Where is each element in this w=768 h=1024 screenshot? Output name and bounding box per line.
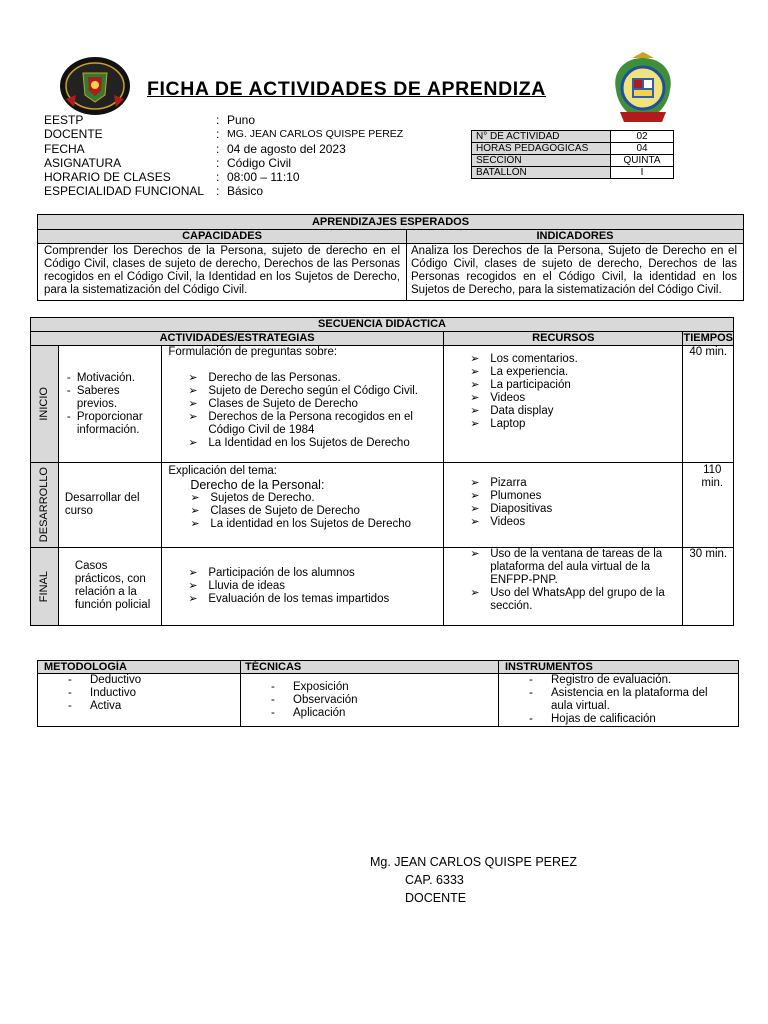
list-item: ➢ Clases de Sujeto de Derecho [184, 505, 439, 518]
table-row-desarrollo [31, 463, 734, 548]
col-tecnicas: TÉCNICAS [241, 661, 499, 674]
info-label: HORAS PEDAGÓGICAS [472, 143, 611, 155]
table-row [38, 244, 744, 301]
info-value: 04 [611, 143, 674, 155]
institution-emblem-logo [610, 52, 676, 128]
activities-cell [162, 346, 444, 463]
list-item: ➢ Videos [464, 516, 678, 529]
school-badge-logo [58, 55, 132, 117]
activities-list [168, 567, 439, 606]
list-item: - Observación [241, 694, 498, 707]
col-metodologia: METODOLOGÍA [38, 661, 241, 674]
field-value: MG. JEAN CARLOS QUISPE PEREZ [227, 128, 404, 141]
phase-label: INICIO [38, 387, 51, 421]
field-separator: : [216, 127, 220, 142]
table-title-row [31, 318, 734, 332]
phase-label-cell [31, 463, 59, 548]
resources-list [464, 353, 678, 431]
phase-label: FINAL [38, 570, 51, 603]
info-value: QUINTA [611, 155, 674, 167]
col-tiempos: TIEMPOS [683, 332, 733, 344]
table-row-inicio [31, 346, 734, 463]
activities-list [168, 492, 439, 531]
tecnicas-cell [241, 674, 499, 727]
resources-cell [444, 548, 683, 626]
metodos-list [38, 674, 240, 713]
strategies-cell [58, 346, 162, 463]
field-value: 08:00 – 11:10 [227, 170, 300, 185]
list-item: ➢ Participación de los alumnos [182, 567, 439, 580]
list-item: ➢ Sujeto de Derecho según el Código Civil. [182, 385, 439, 398]
info-row [472, 143, 674, 155]
info-label: SECCIÓN [472, 155, 611, 167]
signature-block [370, 853, 577, 907]
list-item: - Proporcionar información. [63, 411, 162, 437]
time-cell: 40 min. [683, 346, 734, 463]
phase-label: DESARROLLO [38, 467, 51, 543]
table-row [38, 674, 739, 727]
indicadores-text: Analiza los Derechos de la Persona, Sujeto de Derecho en el Código Civil, clases de sujeto de derecho, Derechos de las Personas recogidos en el Código Civil, la identidad en los Sujetos de Derecho, para la sistematización del Código Civil. [407, 244, 744, 301]
metodos-cell [38, 674, 241, 727]
resources-list [464, 477, 678, 529]
list-item: ➢ Pizarra [464, 477, 678, 490]
resources-cell [444, 346, 683, 463]
list-item: ➢ La identidad en los Sujetos de Derecho [184, 518, 439, 531]
time-cell: 30 min. [683, 548, 734, 626]
field-label: EESTP [44, 113, 84, 127]
table-header-row [38, 661, 739, 674]
list-item: ➢ Sujetos de Derecho. [184, 492, 439, 505]
field-separator: : [216, 113, 220, 127]
header-fields [44, 113, 464, 199]
list-item: ➢ La participación [464, 379, 678, 392]
info-row [472, 131, 674, 143]
field-label: DOCENTE [44, 127, 103, 142]
activities-cell [162, 548, 444, 626]
list-item: ➢ Laptop [464, 418, 678, 431]
resources-list [464, 548, 678, 613]
list-item: ➢ Plumones [464, 490, 678, 503]
field-value: Básico [227, 184, 264, 199]
list-item: ➢ Lluvia de ideas [182, 580, 439, 593]
activities-cell [162, 463, 444, 548]
field-horario [44, 170, 464, 184]
aprendizajes-table [37, 214, 744, 301]
signature-cap: CAP. 6333 [405, 873, 464, 887]
phase-label-cell [31, 346, 59, 463]
list-item: ➢ Data display [464, 405, 678, 418]
info-row [472, 155, 674, 167]
strategies-list [63, 372, 162, 437]
field-separator: : [216, 170, 220, 185]
phase-label-cell [31, 548, 59, 626]
col-instrumentos: INSTRUMENTOS [499, 661, 739, 674]
list-item: - Motivación. [63, 372, 162, 385]
signature-name: Mg. JEAN CARLOS QUISPE PEREZ [370, 855, 577, 869]
signature-role: DOCENTE [405, 891, 467, 905]
list-item: ➢ La experiencia. [464, 366, 678, 379]
secuencia-title: SECUENCIA DIDÁCTICA [31, 318, 734, 332]
activities-list [168, 372, 439, 450]
field-especialidad [44, 184, 464, 198]
resources-cell [444, 463, 683, 548]
field-value: 04 de agosto del 2023 [227, 141, 346, 156]
info-label: N° DE ACTIVIDAD [472, 131, 611, 143]
table-title-row [38, 215, 744, 230]
list-item: - Registro de evaluación. [499, 674, 718, 687]
list-item: - Activa [38, 700, 240, 713]
info-label: BATALLÓN [472, 167, 611, 179]
field-separator: : [216, 141, 220, 156]
page-title: FICHA DE ACTIVIDADES DE APRENDIZA [147, 78, 546, 100]
tecnicas-list [241, 681, 498, 720]
list-item: - Aplicación [241, 707, 498, 720]
field-separator: : [216, 155, 220, 170]
list-item: ➢ Uso del WhatsApp del grupo de la sección. [464, 587, 678, 613]
list-item: - Deductivo [38, 674, 240, 687]
list-item: - Hojas de calificación [499, 713, 718, 726]
col-indicadores: INDICADORES [407, 230, 744, 244]
col-capacidades: CAPACIDADES [38, 230, 407, 244]
list-item: ➢ Diapositivas [464, 503, 678, 516]
table-header-row [31, 332, 734, 346]
activity-info-table [471, 130, 674, 179]
activities-intro: Formulación de preguntas sobre: [168, 346, 338, 358]
list-item: ➢ Clases de Sujeto de Derecho [182, 398, 439, 411]
strategy-cell: Casos prácticos, con relación a la función policial [58, 548, 162, 626]
field-eestp [44, 113, 464, 127]
list-item: - Inductivo [38, 687, 240, 700]
instrumentos-list [499, 674, 718, 726]
list-item: ➢ Videos [464, 392, 678, 405]
info-row [472, 167, 674, 179]
table-header-row [38, 230, 744, 244]
activities-intro: Explicación del tema: [168, 465, 277, 477]
col-recursos: RECURSOS [444, 332, 683, 346]
list-item: ➢ Uso de la ventana de tareas de la plataforma del aula virtual de la ENFPP-PNP. [464, 548, 678, 587]
time-cell: 110 min. [683, 463, 734, 548]
list-item: ➢ La Identidad en los Sujetos de Derecho [182, 437, 439, 450]
field-label: ASIGNATURA [44, 155, 122, 170]
aprendizajes-title: APRENDIZAJES ESPERADOS [38, 215, 744, 230]
instrumentos-cell [499, 674, 739, 727]
list-item: - Exposición [241, 681, 498, 694]
metodologia-table [37, 660, 739, 727]
list-item: ➢ Derechos de la Persona recogidos en el Código Civil de 1984 [182, 411, 439, 437]
field-fecha [44, 142, 464, 156]
capacidades-text: Comprender los Derechos de la Persona, sujeto de derecho en el Código Civil, clases de sujeto de derecho, Derechos de las Personas recogidos en el Código Civil, la Identidad en los Sujetos de Derecho, para la sistematización del Código Civil. [38, 244, 407, 301]
field-label: ESPECIALIDAD FUNCIONAL [44, 184, 205, 199]
list-item: - Saberes previos. [63, 385, 162, 411]
field-value: Puno [227, 113, 256, 127]
table-row-final [31, 548, 734, 626]
list-item: ➢ Derecho de las Personas. [182, 372, 439, 385]
field-separator: : [216, 184, 220, 199]
info-value: 02 [611, 131, 674, 143]
list-item: ➢ Evaluación de los temas impartidos [182, 593, 439, 606]
info-value: I [611, 167, 674, 179]
strategy-cell: Desarrollar del curso [58, 463, 162, 548]
secuencia-table [30, 317, 734, 626]
field-label: HORARIO DE CLASES [44, 170, 171, 185]
col-actividades: ACTIVIDADES/ESTRATEGIAS [31, 332, 444, 346]
field-asignatura [44, 156, 464, 170]
field-value: Código Civil [227, 155, 292, 170]
list-item: - Asistencia en la plataforma del aula virtual. [499, 687, 718, 713]
field-label: FECHA [44, 141, 85, 156]
field-docente [44, 127, 464, 141]
list-item: ➢ Los comentarios. [464, 353, 678, 366]
activities-subtitle: Derecho de la Personal: [190, 478, 325, 492]
